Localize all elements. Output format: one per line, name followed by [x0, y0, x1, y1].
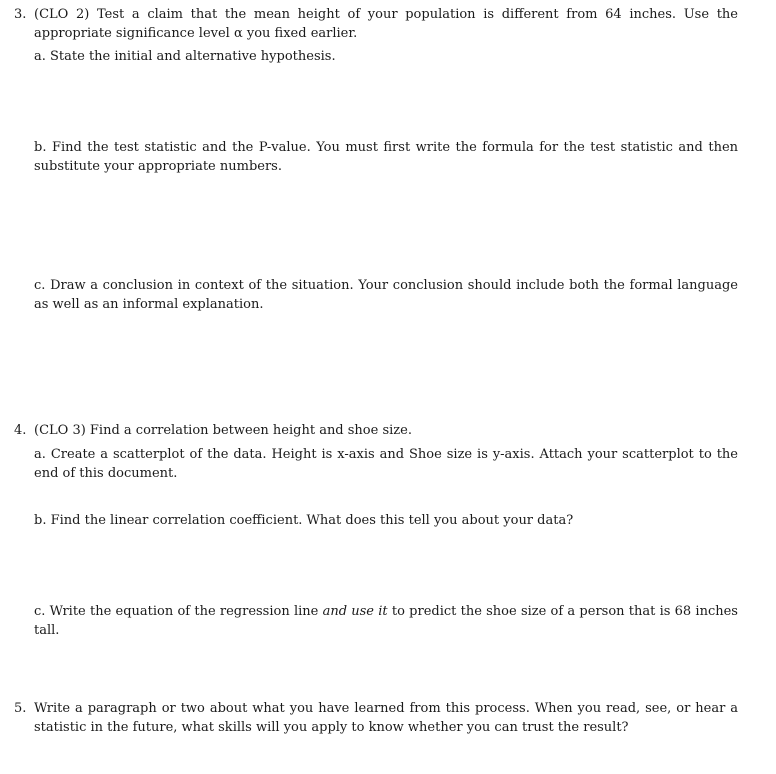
question-3-part-b — [34, 139, 738, 176]
part-text-emphasis: and use it — [322, 604, 388, 619]
part-label: c. — [34, 604, 46, 619]
question-3 — [14, 6, 738, 43]
question-5 — [14, 700, 738, 737]
question-3-part-a — [34, 48, 738, 67]
part-label: a. — [34, 447, 46, 462]
part-text: Find the linear correlation coefficient. What does this tell you about your data? — [50, 513, 574, 528]
question-number: 4. — [14, 423, 27, 438]
question-text: (CLO 3) Find a correlation between height and shoe size. — [34, 423, 412, 438]
part-label: c. — [34, 278, 46, 293]
question-4 — [14, 422, 738, 441]
question-text: Write a paragraph or two about what you have learned from this process. When you read, see, or hear a statistic in the future, what skills will you apply to know whether you can trust the result? — [34, 701, 738, 735]
question-3-part-c — [34, 277, 738, 314]
question-number: 5. — [14, 701, 27, 716]
part-text: State the initial and alternative hypothesis. — [50, 49, 336, 64]
part-text: Create a scatterplot of the data. Height is x-axis and Shoe size is y-axis. Attach your scatterplot to the end of this document. — [34, 447, 738, 481]
question-text: (CLO 2) Test a claim that the mean height of your population is different from 64 inches. Use the appropriate significance level α you fixed earlier. — [34, 7, 738, 41]
part-label: b. — [34, 140, 47, 155]
question-4-part-a — [34, 446, 738, 483]
part-label: a. — [34, 49, 46, 64]
part-text-after: to predict the shoe size of a person that is 68 inches tall. — [34, 604, 738, 638]
part-text-before: Write the equation of the regression line — [49, 604, 323, 619]
question-4-part-b — [34, 512, 738, 531]
part-text: Draw a conclusion in context of the situation. Your conclusion should include both the formal language as well as an informal explanation. — [34, 278, 739, 312]
question-4-part-c — [34, 603, 738, 640]
question-number: 3. — [14, 7, 27, 22]
part-label: b. — [34, 513, 47, 528]
part-text: Find the test statistic and the P-value. You must first write the formula for the test statistic and then substitute your appropriate numbers. — [34, 140, 739, 174]
